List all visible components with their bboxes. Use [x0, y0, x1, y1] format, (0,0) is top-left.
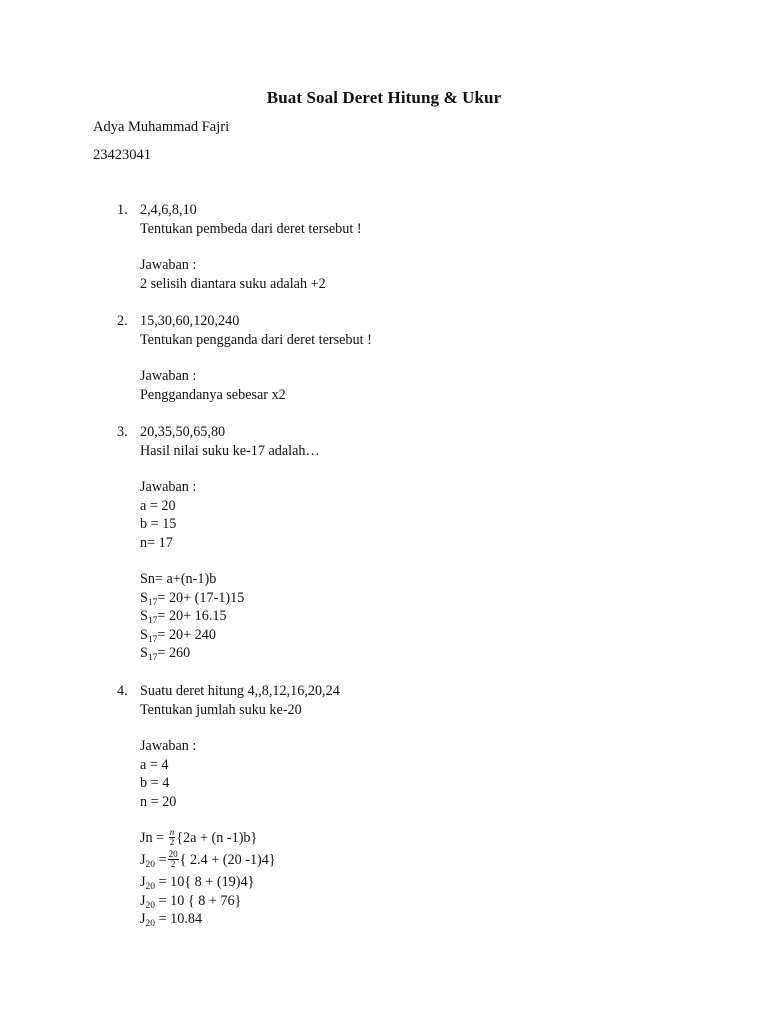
s-subscript: 17: [147, 616, 158, 626]
question-text: Tentukan pengganda dari deret tersebut !: [140, 331, 372, 348]
step-2: [140, 607, 320, 626]
question-number: 2.: [117, 313, 128, 329]
step-text: = 20+ 16.15: [157, 608, 227, 624]
j-symbol: J: [140, 892, 146, 909]
j-subscript: 20: [145, 919, 156, 929]
s-subscript: 17: [147, 634, 158, 645]
answer-text: Penggandanya sebesar x2: [140, 386, 286, 403]
jn-formula: [140, 829, 340, 851]
answer-label: Jawaban :: [140, 368, 197, 384]
j-subscript: 20: [145, 882, 156, 892]
j-symbol: J: [140, 911, 146, 927]
formula: Sn= a+(n-1)b: [140, 571, 217, 587]
s-symbol: S: [140, 645, 148, 661]
j-subscript: 20: [145, 860, 156, 870]
value-b: b = 15: [140, 516, 177, 532]
s-symbol: S: [140, 589, 148, 606]
fraction-20-over-2: $\frac{20}{2}$: [168, 849, 178, 870]
value-b: b = 4: [140, 775, 170, 791]
step-text: = 10 { 8 + 76}: [158, 892, 242, 909]
step-text: = 10{ 8 + (19)4}: [158, 874, 255, 890]
s-subscript: 17: [147, 597, 158, 608]
jn-rest: {2a + (n -1)b}: [176, 830, 258, 846]
step-text: { 2.4 + (20 -1)4}: [179, 852, 276, 868]
author-name: Adya Muhammad Fajri: [93, 119, 230, 135]
s-symbol: S: [140, 626, 148, 643]
step-2: [140, 873, 340, 892]
question-number: 4.: [117, 683, 128, 699]
jn-prefix: Jn =: [140, 830, 165, 846]
value-n: n= 17: [140, 534, 173, 551]
value-a: a = 4: [140, 756, 169, 773]
step-text: = 260: [157, 645, 191, 661]
question-body: [140, 201, 362, 293]
step-text: = 10.84: [158, 911, 203, 927]
question-text: Tentukan pembeda dari deret tersebut !: [140, 220, 362, 237]
j-symbol: J: [140, 852, 146, 868]
step-text: = 20+ 240: [157, 626, 216, 643]
step-4: [140, 644, 320, 663]
sequence: 15,30,60,120,240: [140, 313, 240, 329]
s-subscript: 17: [147, 653, 158, 663]
s-symbol: S: [140, 608, 148, 624]
answer-label: Jawaban :: [140, 738, 197, 754]
j-symbol: J: [140, 874, 146, 890]
sequence: 2,4,6,8,10: [140, 202, 197, 218]
question-body: [140, 682, 340, 929]
question-body: [140, 312, 372, 404]
step-1: [140, 589, 320, 608]
j-subscript: 20: [145, 900, 156, 911]
question-body: [140, 423, 320, 663]
sequence: Suatu deret hitung 4,,8,12,16,20,24: [140, 683, 340, 699]
question-number: 1.: [117, 202, 128, 218]
question-text: Tentukan jumlah suku ke-20: [140, 701, 302, 718]
answer-label: Jawaban :: [140, 479, 197, 495]
equals: =: [158, 852, 167, 868]
step-3: [140, 892, 340, 911]
step-1: [140, 851, 340, 873]
sequence: 20,35,50,65,80: [140, 424, 226, 440]
step-text: = 20+ (17-1)15: [157, 589, 245, 606]
page-title: Buat Soal Deret Hitung & Ukur: [266, 88, 502, 107]
value-n: n = 20: [140, 793, 177, 810]
step-4: [140, 910, 340, 929]
fraction-n-over-2: $\frac{n}{2}$: [169, 827, 175, 848]
question-text: Hasil nilai suku ke-17 adalah…: [140, 442, 320, 459]
question-number: 3.: [117, 424, 128, 440]
answer-text: 2 selisih diantara suku adalah +2: [140, 275, 326, 292]
value-a: a = 20: [140, 497, 176, 514]
step-3: [140, 626, 320, 645]
answer-label: Jawaban :: [140, 257, 197, 273]
student-id: 23423041: [93, 147, 151, 163]
